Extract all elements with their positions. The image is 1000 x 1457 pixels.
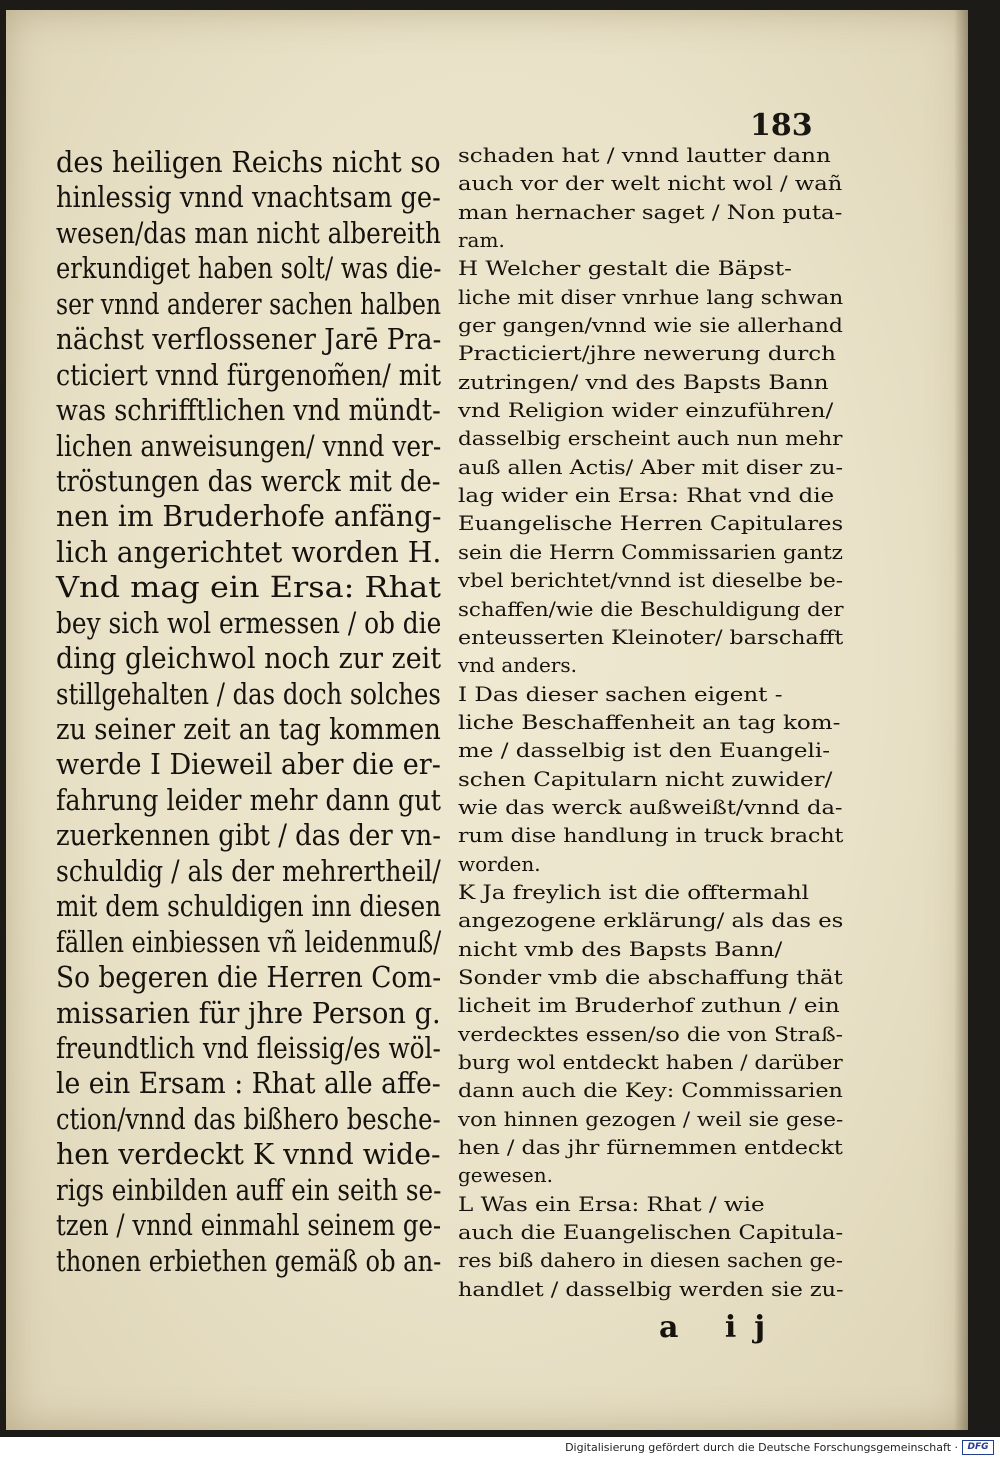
text-line: angezogene erklärung/ als das es	[458, 908, 844, 933]
text-line: rum dise handlung in truck bracht	[458, 823, 844, 848]
text-line: L Was ein Ersa: Rhat / wie	[458, 1191, 765, 1216]
text-line: wesen/das man nicht albereith	[56, 215, 441, 250]
text-line: missarien für jhre Person g.	[56, 995, 441, 1030]
text-line: ction/vnnd das bißhero besche-	[56, 1101, 441, 1136]
text-line: Euangelische Herren Capitulares	[458, 511, 844, 536]
text-line: man hernacher saget / Non puta-	[458, 199, 843, 224]
text-line: hen / das jhr fürnemmen entdeckt	[458, 1135, 843, 1160]
text-line: auß allen Actis/ Aber mit diser zu-	[458, 454, 843, 479]
text-line: was schrifftlichen vnd mündt-	[56, 393, 441, 428]
text-line: vnd anders.	[458, 653, 577, 678]
text-line: res biß dahero in diesen sachen ge-	[458, 1248, 843, 1273]
text-line: K Ja freylich ist die offtermahl	[458, 879, 810, 904]
dfg-logo: DFG	[962, 1440, 994, 1455]
text-line: licheit im Bruderhof zuthun / ein	[458, 993, 840, 1018]
text-line: werde I Dieweil aber die er-	[56, 747, 441, 782]
text-line: freundtlich vnd fleissig/es wöl-	[56, 1030, 441, 1065]
text-line: rigs einbilden auff ein seith se-	[56, 1172, 442, 1207]
text-line: Sonder vmb die abschaffung thät	[458, 964, 843, 989]
text-line: lag wider ein Ersa: Rhat vnd die	[458, 483, 835, 508]
text-line: ger gangen/vnnd wie sie allerhand	[458, 313, 843, 338]
text-line: wie das werck außweißt/vnnd da-	[458, 794, 843, 819]
text-line: fahrung leider mehr dann gut	[56, 782, 441, 817]
text-line: dasselbig erscheint auch nun mehr	[458, 426, 843, 451]
text-line: hinlessig vnnd vnachtsam ge-	[56, 180, 441, 215]
text-line: zutringen/ vnd des Bapsts Bann	[458, 369, 829, 394]
text-line: I Das dieser sachen eigent -	[458, 681, 783, 706]
text-line: enteusserten Kleinoter/ barschafft	[458, 624, 844, 649]
text-line: me / dasselbig ist den Euangeli-	[458, 738, 831, 763]
text-line: Practiciert/jhre newerung durch	[458, 341, 836, 366]
text-line: ser vnnd anderer sachen halben	[56, 286, 442, 321]
funding-notice: Digitalisierung gefördert durch die Deutsche Forschungsgemeinschaft ·	[565, 1441, 958, 1454]
text-line: erkundiget haben solt/ was die-	[56, 251, 442, 286]
text-line: worden.	[458, 851, 541, 876]
text-line: fällen einbiessen vñ leidenmuß/	[56, 924, 442, 959]
text-line: hen verdeckt K vnnd wide-	[56, 1137, 441, 1172]
text-line: liche mit diser vnrhue lang schwan	[458, 284, 844, 309]
text-line: thonen erbiethen gemäß ob an-	[56, 1243, 442, 1278]
text-line: schaden hat / vnnd lautter dann	[458, 143, 831, 167]
text-line: schen Capitularn nicht zuwider/	[458, 766, 833, 791]
text-line: nicht vmb des Bapsts Bann/	[458, 936, 783, 961]
text-line: des heiligen Reichs nicht so	[56, 145, 441, 179]
text-line: mit dem schuldigen inn diesen	[56, 889, 442, 924]
signature-mark: a ij	[659, 1310, 784, 1345]
text-line: tröstungen das werck mit de-	[56, 463, 441, 498]
text-line: So begeren die Herren Com-	[56, 960, 442, 995]
text-line: zuerkennen gibt / das der vn-	[56, 818, 441, 853]
text-line: handlet / dasselbig werden sie zu-	[458, 1276, 844, 1301]
text-line: H Welcher gestalt die Bäpst-	[458, 256, 792, 281]
text-line: bey sich wol ermessen / ob die	[56, 605, 442, 640]
book-page	[6, 10, 968, 1430]
text-line: vnd Religion wider einzuführen/	[458, 398, 834, 423]
text-line: ram.	[458, 228, 505, 253]
text-line: zu seiner zeit an tag kommen	[56, 712, 441, 746]
text-line: ding gleichwol noch zur zeit	[56, 641, 442, 676]
text-line: Vnd mag ein Ersa: Rhat	[56, 570, 441, 605]
text-line: stillgehalten / das doch solches	[56, 676, 441, 711]
text-line: gewesen.	[458, 1163, 553, 1188]
text-line: nächst verflossener Jarē Pra-	[56, 322, 442, 357]
text-line: verdecktes essen/so die von Straß-	[458, 1021, 844, 1046]
text-line: sein die Herrn Commissarien gantz	[458, 539, 843, 564]
text-line: schuldig / als der mehrertheil/	[56, 853, 441, 888]
text-line: von hinnen gezogen / weil sie gese-	[458, 1106, 844, 1131]
text-line: tzen / vnnd einmahl seinem ge-	[56, 1208, 442, 1243]
text-line: le ein Ersam : Rhat alle affe-	[56, 1066, 441, 1101]
footer-bar	[0, 1437, 1000, 1457]
text-line: auch vor der welt nicht wol / wañ	[458, 171, 843, 196]
text-line: schaffen/wie die Beschuldigung der	[458, 596, 844, 621]
text-line: cticiert vnnd fürgenom̃en/ mit	[56, 357, 441, 392]
text-line: dann auch die Key: Commissarien	[458, 1078, 843, 1103]
right-text-column	[458, 141, 843, 1303]
text-line: lich angerichtet worden H.	[56, 534, 442, 569]
text-line: burg wol entdeckt haben / darüber	[458, 1050, 843, 1074]
text-line: liche Beschaffenheit an tag kom-	[458, 709, 841, 734]
text-line: vbel berichtet/vnnd ist dieselbe be-	[458, 568, 844, 593]
page-number: 183	[750, 108, 813, 143]
text-line: lichen anweisungen/ vnnd ver-	[56, 428, 442, 463]
left-text-column	[56, 145, 441, 1279]
text-line: nen im Bruderhofe anfäng-	[56, 499, 442, 534]
text-line: auch die Euangelischen Capitula-	[458, 1220, 844, 1245]
